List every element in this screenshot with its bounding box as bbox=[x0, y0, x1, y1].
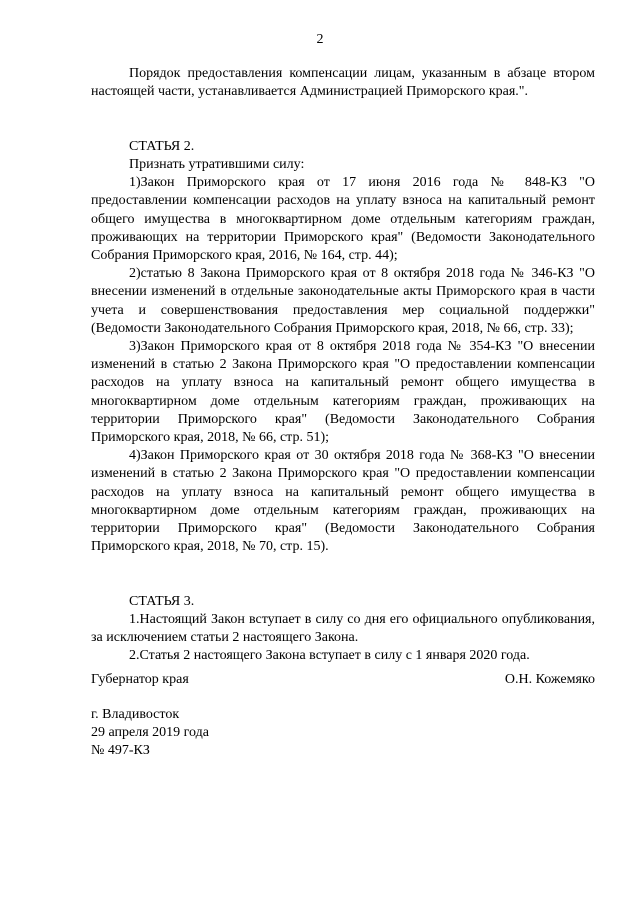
article-2-item-1: 1)Закон Приморского края от 17 июня 2016 года № 848-КЗ "О предоставлении компенсации расходов на уплату взноса на капитальный ремонт общего имущества в многоквартирном доме отдельным категориям граждан, проживающих на территории Приморского края" (Ведомости Законодательного Собрания Приморского края, 2016, № 164, стр. 44); bbox=[91, 175, 595, 263]
signatory-position: Губернатор края bbox=[91, 672, 189, 687]
article-3-item-2: 2.Статья 2 настоящего Закона вступает в силу с 1 января 2020 года. bbox=[129, 648, 530, 664]
article-2-lead: Признать утратившими силу: bbox=[129, 156, 305, 172]
article-2-heading: СТАТЬЯ 2. bbox=[129, 138, 195, 154]
spacer bbox=[91, 101, 595, 119]
document-body bbox=[91, 65, 595, 666]
law-number: № 497-КЗ bbox=[91, 743, 150, 758]
intro-paragraph: Порядок предоставления компенсации лицам, указанным в абзаце втором настоящей части, устанавливается Администрацией Приморского края.". bbox=[91, 66, 595, 100]
date-of-signing: 29 апреля 2019 года bbox=[91, 725, 209, 740]
place-date-block bbox=[91, 706, 209, 760]
article-3-heading: СТАТЬЯ 3. bbox=[129, 593, 195, 609]
spacer bbox=[91, 575, 595, 593]
article-2-item-4: 4)Закон Приморского края от 30 октября 2018 года № 368-КЗ "О внесении изменений в статью 2 Закона Приморского края "О предоставлении компенсации расходов на уплату взноса на капитальный ремонт общего имущества в многоквартирном доме отдельным категориям граждан, проживающих на территории Приморского края" (Ведомости Законодательного Собрания Приморского края, 2018, № 70, стр. 15). bbox=[91, 448, 595, 555]
spacer bbox=[91, 120, 595, 138]
signature-block bbox=[91, 671, 595, 689]
place-of-signing: г. Владивосток bbox=[91, 707, 180, 722]
signatory-name: О.Н. Кожемяко bbox=[504, 672, 595, 687]
article-2-item-2: 2)статью 8 Закона Приморского края от 8 октября 2018 года № 346-КЗ "О внесении изменений в отдельные законодательные акты Приморского края в части учета и совершенствования предоставления мер социальной поддержки" (Ведомости Законодательного Собрания Приморского края, 2018, № 66, стр. 33); bbox=[91, 266, 595, 336]
article-2-item-3: 3)Закон Приморского края от 8 октября 2018 года № 354-КЗ "О внесении изменений в статью 2 Закона Приморского края "О предоставлении компенсации расходов на уплату взноса на капитальный ремонт общего имущества в многоквартирном доме отдельным категориям граждан, проживающих на территории Приморского края" (Ведомости Законодательного Собрания Приморского края, 2018, № 66, стр. 51); bbox=[91, 339, 595, 446]
spacer bbox=[91, 556, 595, 574]
article-3-item-1: 1.Настоящий Закон вступает в силу со дня его официального опубликования, за исключением статьи 2 настоящего Закона. bbox=[91, 612, 595, 646]
page-number: 2 bbox=[316, 32, 324, 47]
